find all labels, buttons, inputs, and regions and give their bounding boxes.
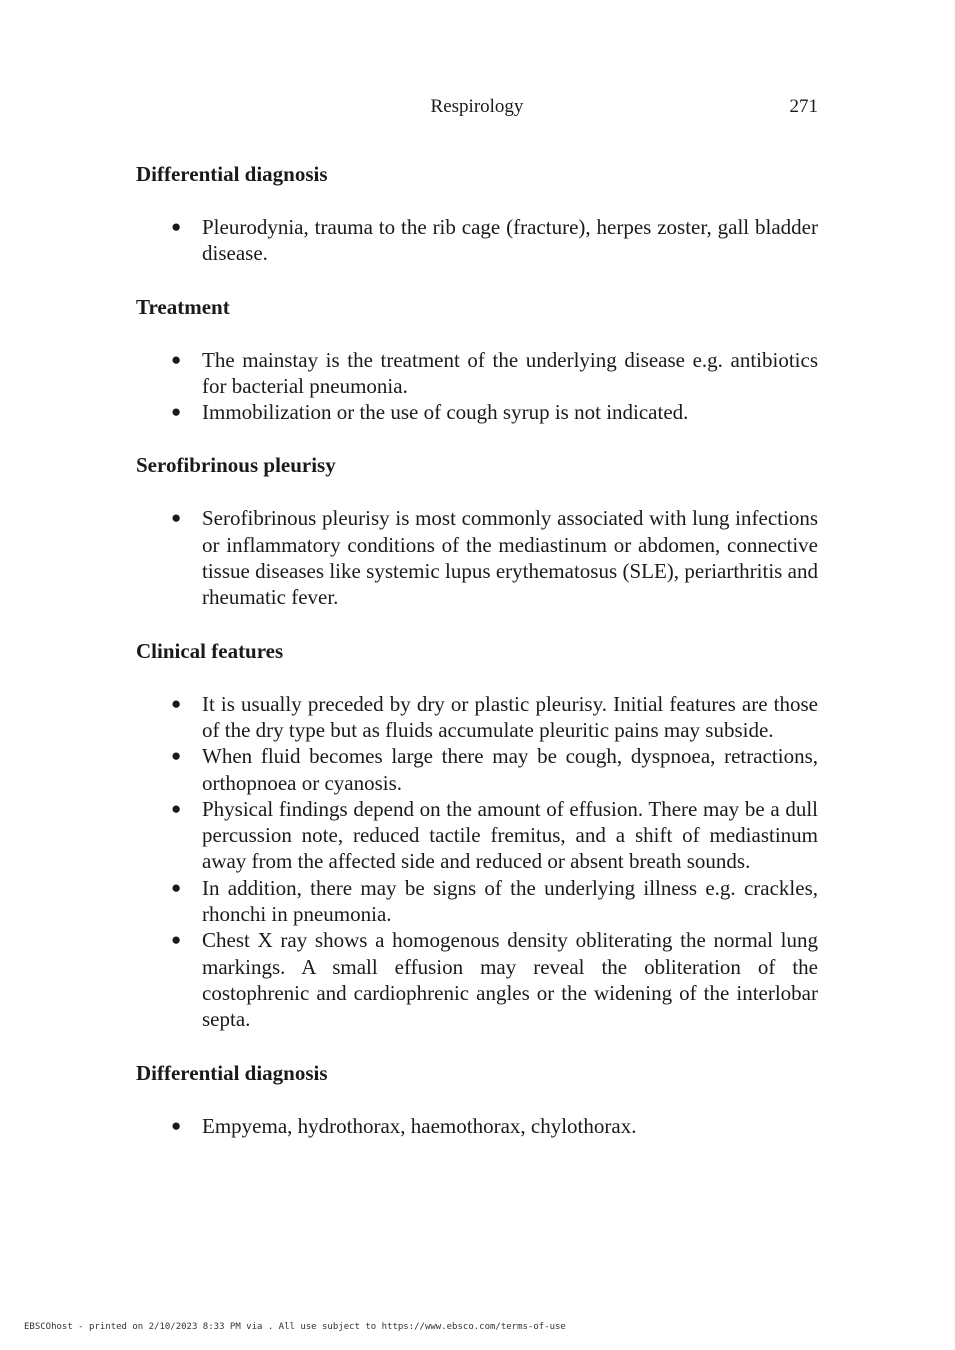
list-item	[171, 691, 818, 744]
bullet-icon: ●	[171, 693, 182, 713]
bullet-list-serofibrinous-pleurisy	[136, 505, 818, 610]
page-number: 271	[789, 96, 818, 117]
list-item	[171, 927, 818, 1032]
running-head	[136, 96, 818, 122]
list-item	[171, 214, 818, 267]
bullet-list-differential-diagnosis	[136, 214, 818, 267]
bullet-icon: ●	[171, 217, 182, 236]
bullet-icon: ●	[171, 930, 182, 950]
list-item-text: Serofibrinous pleurisy is most commonly associated with lung infections or inflammatory conditions of the mediastinum or abdomen, connective tissue diseases like systemic lupus erythematosus (SLE), periarthritis and rheumatic fever.	[202, 506, 818, 610]
list-item	[171, 505, 818, 610]
list-item-text: In addition, there may be signs of the underlying illness e.g. crackles, rhonchi in pneumonia.	[202, 875, 818, 927]
section-heading-treatment: Treatment	[136, 294, 230, 319]
bullet-list-differential-diagnosis-2	[136, 1113, 818, 1139]
running-title: Respirology	[430, 96, 524, 117]
section-heading-differential-diagnosis: Differential diagnosis	[136, 162, 328, 186]
bullet-list-clinical-features	[136, 691, 818, 1033]
section-heading-clinical-features: Clinical features	[136, 638, 284, 663]
page-content	[136, 160, 818, 1165]
bullet-icon: ●	[171, 508, 182, 528]
bullet-list-treatment	[136, 347, 818, 426]
section-heading-serofibrinous-pleurisy: Serofibrinous pleurisy	[136, 453, 336, 478]
bullet-icon: ●	[171, 746, 182, 766]
list-item	[171, 347, 818, 400]
section-heading-differential-diagnosis-2: Differential diagnosis	[136, 1060, 328, 1085]
list-item	[171, 743, 818, 796]
list-item-text: Immobilization or the use of cough syrup is not indicated.	[202, 400, 689, 425]
bullet-icon: ●	[171, 798, 182, 818]
print-footer: EBSCOhost - printed on 2/10/2023 8:33 PM via . All use subject to https://www.ebsco.com/terms-of-use	[24, 1322, 566, 1332]
bullet-icon: ●	[171, 1115, 182, 1135]
list-item	[171, 1113, 818, 1139]
list-item-text: The mainstay is the treatment of the underlying disease e.g. antibiotics for bacterial pneumonia.	[202, 347, 818, 398]
list-item-text: Physical findings depend on the amount of effusion. There may be a dull percussion note, reduced tactile fremitus, and a shift of mediastinum away from the affected side and reduced or absent breath sounds.	[202, 796, 818, 874]
list-item-text: Chest X ray shows a homogenous density obliterating the normal lung markings. A small effusion may reveal the obliteration of the costophrenic and cardiophrenic angles or the widening of the interlobar septa.	[202, 928, 818, 1032]
bullet-icon: ●	[171, 877, 182, 897]
list-item-text: When fluid becomes large there may be cough, dyspnoea, retractions, orthopnoea or cyanosis.	[202, 744, 818, 795]
bullet-icon: ●	[171, 402, 182, 422]
list-item	[171, 399, 818, 425]
list-item-text: Empyema, hydrothorax, haemothorax, chylothorax.	[202, 1113, 637, 1138]
list-item-text: Pleurodynia, trauma to the rib cage (fracture), herpes zoster, gall bladder disease.	[202, 215, 818, 266]
bullet-icon: ●	[171, 349, 182, 369]
list-item	[171, 796, 818, 875]
list-item-text: It is usually preceded by dry or plastic pleurisy. Initial features are those of the dry type but as fluids accumulate pleuritic pains may subside.	[202, 691, 818, 742]
list-item	[171, 875, 818, 928]
